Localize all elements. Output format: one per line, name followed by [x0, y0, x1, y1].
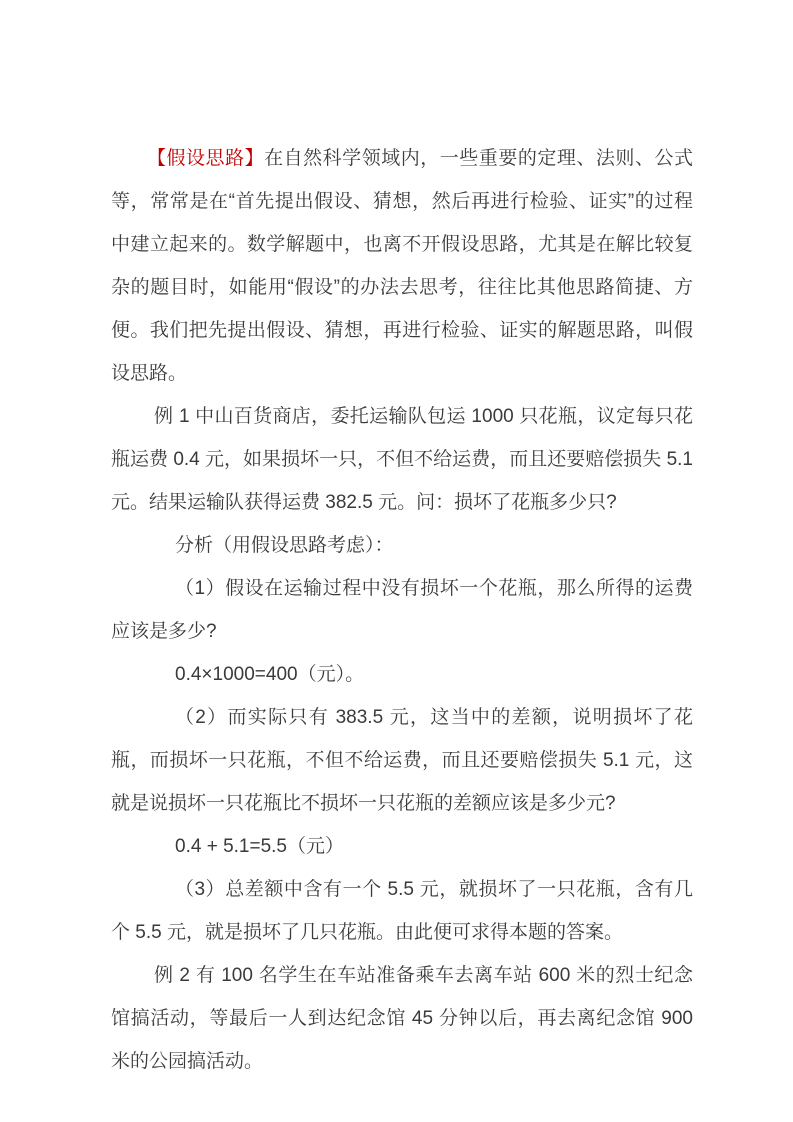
paragraph-step-3: （3）总差额中含有一个 5.5 元，就损坏了一只花瓶，含有几个 5.5 元，就是损坏了几只花瓶。由此便可求得本题的答案。 — [111, 879, 693, 943]
paragraph-formula-1: 0.4×1000=400（元）。 — [175, 664, 365, 685]
paragraph-formula-2: 0.4 + 5.1=5.5（元） — [175, 836, 344, 857]
topic-label: 【假设思路】 — [147, 148, 265, 169]
paragraph-step-2: （2）而实际只有 383.5 元，这当中的差额，说明损坏了花瓶，而损坏一只花瓶，不但不给运费，而且还要赔偿损失 5.1 元，这就是说损坏一只花瓶比不损坏一只花瓶的差额应该是多少元? — [111, 707, 693, 814]
intro-text: 在自然科学领域内，一些重要的定理、法则、公式等，常常是在“首先提出假设、猜想，然后再进行检验、证实”的过程中建立起来的。数学解题中，也离不开假设思路，尤其是在解比较复杂的题目时，如能用“假设”的办法去思考，往往比其他思路简捷、方便。我们把先提出假设、猜想，再进行检验、证实的解题思路，叫假设思路。 — [111, 148, 693, 384]
paragraph-example-1: 例 1 中山百货商店，委托运输队包运 1000 只花瓶，议定每只花瓶运费 0.4 元，如果损坏一只，不但不给运费，而且还要赔偿损失 5.1 元。结果运输队获得运费 382.5 元。问：损坏了花瓶多少只? — [111, 406, 693, 513]
document-page — [111, 137, 693, 1083]
paragraph-example-2: 例 2 有 100 名学生在车站准备乘车去离车站 600 米的烈士纪念馆搞活动，等最后一人到达纪念馆 45 分钟以后，再去离纪念馆 900 米的公园搞活动。 — [111, 965, 693, 1072]
paragraph-step-1: （1）假设在运输过程中没有损坏一个花瓶，那么所得的运费应该是多少? — [111, 578, 693, 642]
paragraph-analysis-label: 分析（用假设思路考虑）： — [175, 535, 394, 556]
paragraph-intro — [111, 137, 693, 395]
